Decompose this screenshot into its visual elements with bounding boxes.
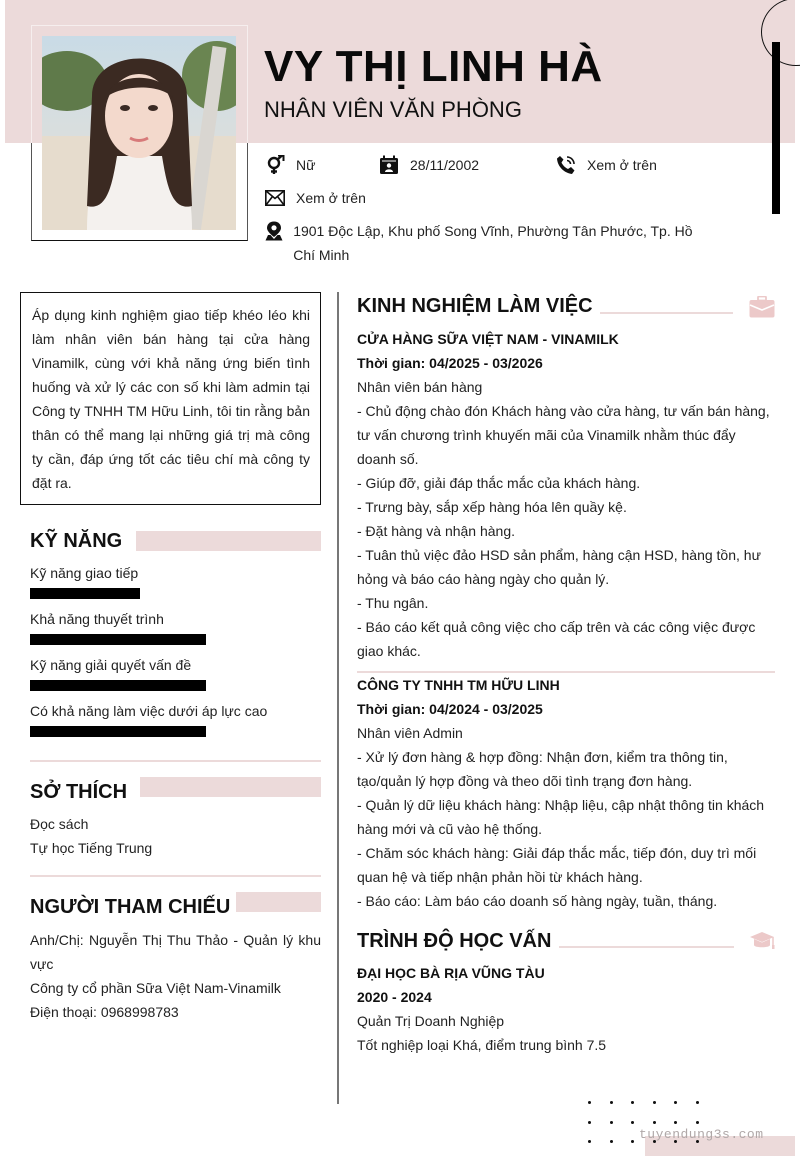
job-duty: - Báo cáo: Làm báo cáo doanh số hàng ngày, tuần, tháng. <box>357 893 718 909</box>
references-title-accent <box>236 892 321 912</box>
decorative-dot <box>610 1101 613 1104</box>
school-name: ĐẠI HỌC BÀ RỊA VŨNG TÀU <box>357 965 545 981</box>
hobby-item: Tự học Tiếng Trung <box>30 840 153 856</box>
decorative-dot <box>653 1121 656 1124</box>
decorative-dot <box>610 1140 613 1143</box>
job-role: Nhân viên Admin <box>357 725 463 741</box>
info-address <box>264 219 694 267</box>
skill-bar <box>30 634 206 645</box>
job-duty: - Báo cáo kết quả công việc cho cấp trên và các công việc được giao khác. <box>357 619 756 659</box>
graduation-cap-icon <box>749 931 775 956</box>
job-duty: - Tuân thủ việc đảo HSD sản phẩm, hàng cận HSD, hàng tồn, hư hỏng và báo cáo hàng ngày cho quản lý. <box>357 547 761 587</box>
experience-title-line <box>600 312 733 314</box>
candidate-name: VY THỊ LINH HÀ <box>264 42 603 91</box>
job-duty: - Trưng bày, sắp xếp hàng hóa lên quầy kệ. <box>357 499 627 515</box>
profile-photo <box>42 36 236 230</box>
decorative-dot <box>674 1101 677 1104</box>
education-major: Quản Trị Doanh Nghiệp <box>357 1013 505 1029</box>
education-title-line <box>559 946 734 948</box>
job-duty: - Đặt hàng và nhận hàng. <box>357 523 516 539</box>
reference-phone: Điện thoại: 0968998783 <box>30 1004 179 1020</box>
job-company: CÔNG TY TNHH TM HỮU LINH <box>357 677 560 693</box>
decorative-dot <box>631 1101 634 1104</box>
info-email <box>264 188 366 208</box>
decorative-dot <box>631 1140 634 1143</box>
education-period: 2020 - 2024 <box>357 989 432 1005</box>
decorative-vertical-bar <box>772 42 780 214</box>
decorative-dot <box>588 1140 591 1143</box>
education-entry <box>357 961 777 1057</box>
experience-job <box>357 327 777 663</box>
decorative-dot <box>653 1101 656 1104</box>
reference-company: Công ty cổ phần Sữa Việt Nam-Vinamilk <box>30 980 281 996</box>
skill-label: Khả năng thuyết trình <box>30 611 164 627</box>
location-pin-icon <box>264 221 283 241</box>
phone-value: Xem ở trên <box>587 157 657 173</box>
decorative-dot <box>588 1101 591 1104</box>
job-duty: - Xử lý đơn hàng & hợp đồng: Nhận đơn, kiểm tra thông tin, tạo/quản lý hợp đồng và theo dõi tình trạng đơn hàng. <box>357 749 728 789</box>
skills-title-accent <box>136 531 321 551</box>
hobbies-title-accent <box>140 777 321 797</box>
decorative-dot <box>674 1121 677 1124</box>
section-divider <box>30 760 321 762</box>
section-divider <box>30 875 321 877</box>
skill-label: Kỹ năng giao tiếp <box>30 565 139 581</box>
address-value: 1901 Độc Lập, Khu phố Song Vĩnh, Phường Tân Phước, Tp. Hồ Chí Minh <box>293 223 693 263</box>
skill-bar-fill <box>30 726 206 737</box>
gender-value: Nữ <box>296 157 316 173</box>
decorative-dot <box>696 1101 699 1104</box>
hobby-item: Đọc sách <box>30 816 89 832</box>
decorative-dot <box>588 1121 591 1124</box>
experience-title: KINH NGHIỆM LÀM VIỆC <box>357 295 593 317</box>
job-duty: - Quản lý dữ liệu khách hàng: Nhập liệu, cập nhật thông tin khách hàng mới và cũ vào hệ thống. <box>357 797 765 837</box>
column-divider <box>337 292 339 1104</box>
skill-bar <box>30 680 206 691</box>
skill-label: Kỹ năng giải quyết vấn đề <box>30 657 192 673</box>
birthday-value: 28/11/2002 <box>410 157 480 173</box>
hobbies-title: SỞ THÍCH <box>30 781 128 803</box>
experience-job <box>357 673 777 913</box>
candidate-job-title: NHÂN VIÊN VĂN PHÒNG <box>264 97 522 122</box>
decorative-dot <box>610 1121 613 1124</box>
phone-icon <box>555 155 577 175</box>
skill-bar <box>30 588 206 599</box>
briefcase-icon <box>749 296 775 323</box>
education-result: Tốt nghiệp loại Khá, điểm trung bình 7.5 <box>357 1037 607 1053</box>
decorative-dot <box>631 1121 634 1124</box>
email-value: Xem ở trên <box>296 190 366 206</box>
job-duty: - Chăm sóc khách hàng: Giải đáp thắc mắc, tiếp đón, duy trì mối quan hệ và tiếp nhận phản hồi từ khách hàng. <box>357 845 757 885</box>
skill-label: Có khả năng làm việc dưới áp lực cao <box>30 703 268 719</box>
skill-bar-fill <box>30 680 206 691</box>
job-period: Thời gian: 04/2024 - 03/2025 <box>357 701 543 717</box>
skill-bar <box>30 726 206 737</box>
info-birthday <box>378 155 479 175</box>
calendar-icon <box>378 155 400 175</box>
envelope-icon <box>264 188 286 208</box>
skill-bar-fill <box>30 588 140 599</box>
job-duty: - Giúp đỡ, giải đáp thắc mắc của khách hàng. <box>357 475 641 491</box>
references-title: NGƯỜI THAM CHIẾU <box>30 896 231 918</box>
skills-title: KỸ NĂNG <box>30 530 123 552</box>
job-duty: - Chủ động chào đón Khách hàng vào cửa hàng, tư vấn bán hàng, tư vấn chương trình khuyến mãi của Vinamilk nhằm thúc đẩy doanh số. <box>357 403 770 467</box>
job-role: Nhân viên bán hàng <box>357 379 483 395</box>
job-duty: - Thu ngân. <box>357 595 429 611</box>
watermark: tuyendung3s.com <box>639 1127 764 1142</box>
reference-details <box>30 928 321 1024</box>
gender-icon <box>264 155 286 175</box>
reference-person: Anh/Chị: Nguyễn Thị Thu Thảo - Quản lý khu vực <box>30 932 321 972</box>
job-company: CỬA HÀNG SỮA VIỆT NAM - VINAMILK <box>357 331 619 347</box>
skill-bar-fill <box>30 634 206 645</box>
career-objective: Áp dụng kinh nghiệm giao tiếp khéo léo khi làm nhân viên bán hàng tại cửa hàng Vinamilk, cùng với khả năng ứng biến tình huống và xử lý các con số khi làm admin tại Công ty TNHH TM Hữu Linh, tôi tin rằng bản thân có thể mang lại những giá trị mà công ty cần, đáp ứng tốt các tiêu chí mà công ty đặt ra. <box>20 292 321 505</box>
job-period: Thời gian: 04/2025 - 03/2026 <box>357 355 543 371</box>
education-title: TRÌNH ĐỘ HỌC VẤN <box>357 930 552 952</box>
info-phone <box>555 155 657 175</box>
decorative-dot <box>696 1121 699 1124</box>
info-gender <box>264 155 315 175</box>
